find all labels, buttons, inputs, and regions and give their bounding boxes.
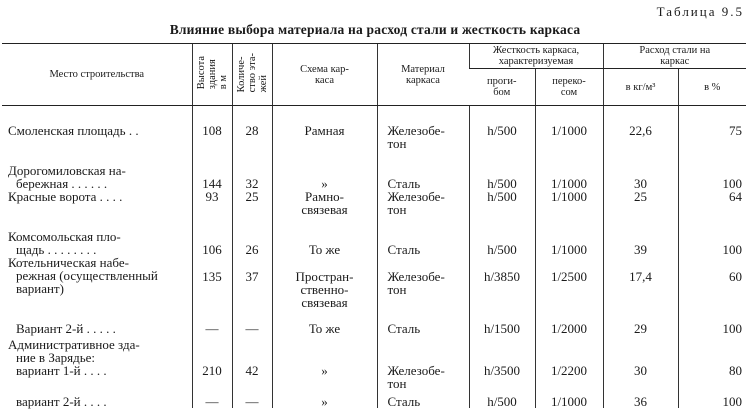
- cell-material: Сталь: [377, 226, 469, 256]
- cell-deflection: h/3500: [469, 364, 535, 390]
- table-row: [2, 390, 746, 408]
- cell-floors: 37: [232, 256, 272, 322]
- cell-height: 144: [192, 160, 232, 190]
- cell-kg: 36: [603, 390, 678, 408]
- cell-height: 106: [192, 226, 232, 256]
- cell-skew: 1/2500: [535, 256, 603, 322]
- cell-place: Вариант 2-й . . . . .: [16, 321, 116, 336]
- cell-kg: 30: [603, 160, 678, 190]
- cell-place: вариант 1-й . . . .: [16, 363, 107, 378]
- cell-floors: 42: [232, 364, 272, 390]
- table-number: Таблица 9.5: [656, 4, 744, 19]
- cell-floors: 25: [232, 190, 272, 226]
- cell-scheme: То же: [272, 322, 377, 338]
- cell-kg: 30: [603, 364, 678, 390]
- cell-skew: 1/1000: [535, 124, 603, 160]
- cell-material: Сталь: [377, 390, 469, 408]
- cell-pct: 75: [678, 124, 746, 160]
- cell-scheme: »: [272, 160, 377, 190]
- cell-skew: 1/2000: [535, 322, 603, 338]
- cell-kg: 25: [603, 190, 678, 226]
- cell-deflection: h/500: [469, 160, 535, 190]
- cell-floors: 28: [232, 124, 272, 160]
- data-table: [2, 43, 746, 408]
- cell-material: Железобе- тон: [377, 190, 469, 226]
- cell-scheme: »: [272, 364, 377, 390]
- header-height: Высота здания в м: [192, 44, 232, 106]
- header-steel-group: Расход стали на каркас: [603, 44, 746, 69]
- cell-skew: 1/1000: [535, 226, 603, 256]
- header-stiffness-group: Жесткость каркаса, характеризуемая: [469, 44, 603, 69]
- cell-place: Дорогомиловская на- бережная . . . . . .: [8, 163, 126, 191]
- cell-material: Сталь: [377, 160, 469, 190]
- cell-skew: 1/2200: [535, 364, 603, 390]
- cell-deflection: h/500: [469, 190, 535, 226]
- cell-scheme: Рамно- связевая: [272, 190, 377, 226]
- table-row: [2, 338, 746, 364]
- cell-height: —: [192, 322, 232, 338]
- cell-material: Сталь: [377, 322, 469, 338]
- cell-scheme: Простран- ственно- связевая: [272, 256, 377, 322]
- cell-scheme: То же: [272, 226, 377, 256]
- header-material: Материал каркаса: [377, 44, 469, 106]
- cell-pct: 100: [678, 160, 746, 190]
- cell-place: Смоленская площадь . .: [8, 123, 139, 138]
- cell-material: Железобе- тон: [377, 124, 469, 160]
- header-floors: Количе- ство эта- жей: [232, 44, 272, 106]
- cell-floors: —: [232, 322, 272, 338]
- cell-skew: 1/1000: [535, 390, 603, 408]
- cell-kg: 17,4: [603, 256, 678, 322]
- cell-deflection: h/500: [469, 226, 535, 256]
- table-row: [2, 364, 746, 390]
- cell-place: Административное зда- ние в Зарядье:: [8, 337, 140, 365]
- cell-height: 93: [192, 190, 232, 226]
- cell-skew: 1/1000: [535, 160, 603, 190]
- cell-floors: —: [232, 390, 272, 408]
- cell-deflection: h/3850: [469, 256, 535, 322]
- cell-deflection: h/500: [469, 124, 535, 160]
- cell-place: Красные ворота . . . .: [8, 189, 123, 204]
- header-percent: в %: [678, 69, 746, 106]
- cell-material: Железобе- тон: [377, 256, 469, 322]
- table-row: [2, 226, 746, 256]
- table-row: [2, 190, 746, 226]
- cell-height: —: [192, 390, 232, 408]
- table-row: [2, 256, 746, 322]
- cell-pct: 100: [678, 322, 746, 338]
- cell-place: Котельническая набе- режная (осуществленный вариант): [8, 255, 158, 296]
- header-scheme: Схема кар- каса: [272, 44, 377, 106]
- cell-pct: 80: [678, 364, 746, 390]
- table-row: [2, 160, 746, 190]
- cell-height: 210: [192, 364, 232, 390]
- header-deflection: проги- бом: [469, 69, 535, 106]
- cell-material: Железобе- тон: [377, 364, 469, 390]
- cell-place: Комсомольская пло- щадь . . . . . . . .: [8, 229, 121, 257]
- cell-height: 108: [192, 124, 232, 160]
- header-skew: переко- сом: [535, 69, 603, 106]
- cell-kg: 22,6: [603, 124, 678, 160]
- cell-kg: 29: [603, 322, 678, 338]
- table-title: Влияние выбора материала на расход стали и жесткость каркаса: [169, 22, 581, 37]
- cell-deflection: h/1500: [469, 322, 535, 338]
- cell-place: вариант 2-й . . . .: [16, 394, 107, 409]
- cell-pct: 100: [678, 226, 746, 256]
- header-kg-m3: в кг/м³: [603, 69, 678, 106]
- cell-pct: 64: [678, 190, 746, 226]
- cell-floors: 32: [232, 160, 272, 190]
- cell-kg: 39: [603, 226, 678, 256]
- header-place: Место строительства: [2, 44, 192, 106]
- cell-floors: 26: [232, 226, 272, 256]
- table-row: [2, 124, 746, 160]
- cell-skew: 1/1000: [535, 190, 603, 226]
- cell-scheme: Рамная: [272, 124, 377, 160]
- table-row: [2, 322, 746, 338]
- cell-scheme: »: [272, 390, 377, 408]
- cell-pct: 60: [678, 256, 746, 322]
- cell-height: 135: [192, 256, 232, 322]
- cell-pct: 100: [678, 390, 746, 408]
- cell-deflection: h/500: [469, 390, 535, 408]
